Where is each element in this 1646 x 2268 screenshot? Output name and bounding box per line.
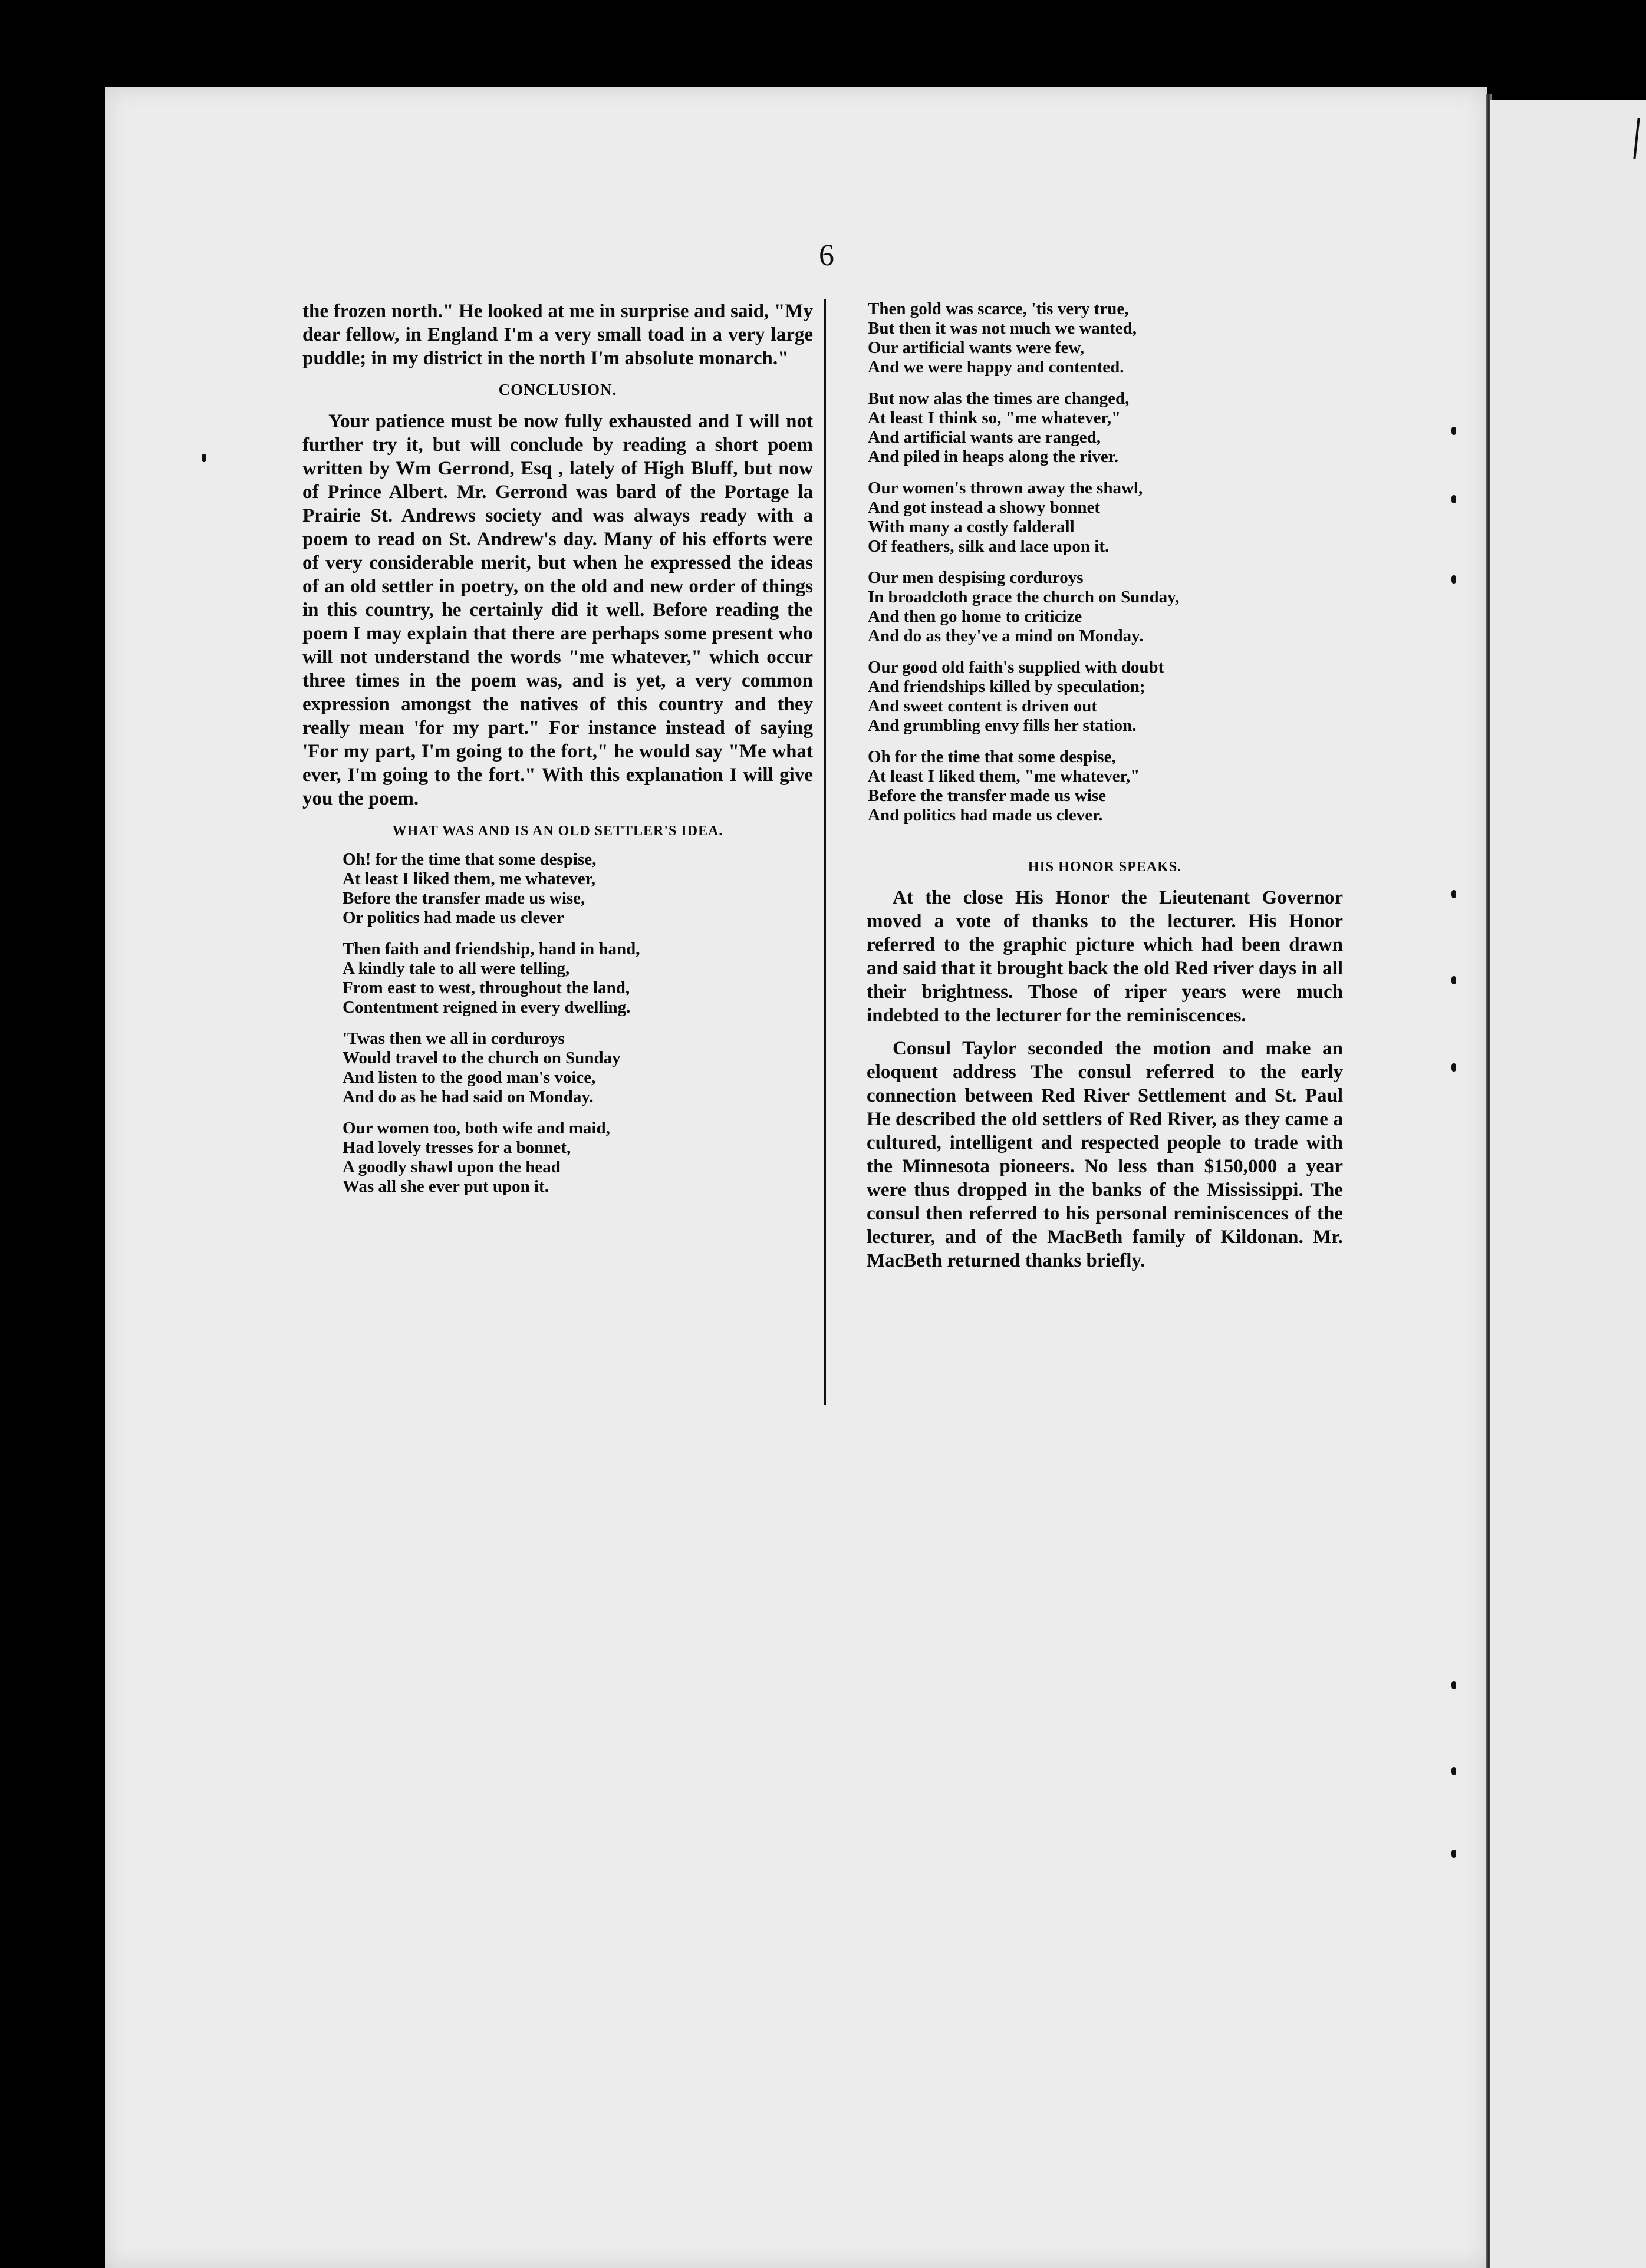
poem-line: And do as he had said on Monday. [343, 1087, 594, 1106]
poem-line: And artificial wants are ranged, [868, 428, 1101, 447]
poem-line: Oh for the time that some despise, [868, 747, 1116, 766]
poem-stanza [867, 568, 1343, 646]
poem-line: From east to west, throughout the land, [343, 978, 630, 997]
poem-line: Our women's thrown away the shawl, [868, 479, 1143, 497]
honor-heading: HIS HONOR SPEAKS. [1028, 859, 1182, 875]
page-number: 6 [819, 239, 834, 272]
poem-line: Then faith and friendship, hand in hand, [343, 939, 640, 958]
intro-paragraph: the frozen north." He looked at me in surprise and said, "My dear fellow, in England I'm a very small toad in a very large puddle; in my district in the north I'm absolute monarch." [302, 301, 813, 369]
poem-line: Then gold was scarce, 'tis very true, [868, 299, 1129, 318]
scan-speck [1451, 427, 1456, 435]
poem-line: With many a costly falderall [868, 517, 1075, 536]
poem-line: Would travel to the church on Sunday [343, 1049, 621, 1067]
poem-line: Or politics had made us clever [343, 908, 564, 927]
poem-line: In broadcloth grace the church on Sunday, [868, 588, 1180, 606]
scan-speck [1451, 575, 1456, 584]
honor-paragraph-2: Consul Taylor seconded the motion and make an eloquent address The consul referred to the early connection between Red River Settlement and St. Paul He described the old settlers of Red River, as they came a cultured, intelligent and respected people to trade with the Minnesota pioneers. No less than $150,000 a year were thus dropped in the banks of the Mississippi. The consul then referred to his personal reminiscences of the lecturer, and of the MacBeth family of Kildonan. Mr. MacBeth returned thanks briefly. [867, 1038, 1343, 1271]
scan-speck [1451, 495, 1456, 503]
scan-speck [1451, 1767, 1456, 1775]
poem-stanza [867, 389, 1343, 467]
right-column [867, 299, 1343, 1273]
poem-line: Had lovely tresses for a bonnet, [343, 1138, 571, 1157]
poem-line: But now alas the times are changed, [868, 389, 1130, 408]
poem-line: Oh! for the time that some despise, [343, 850, 597, 869]
poem-line: And then go home to criticize [868, 607, 1082, 626]
scan-speck [1451, 1063, 1456, 1072]
spacer [867, 837, 1343, 846]
poem-line: And listen to the good man's voice, [343, 1068, 596, 1087]
poem-line: And got instead a showy bonnet [868, 498, 1101, 517]
left-column [302, 299, 813, 1208]
spacer [867, 1027, 1343, 1037]
scan-speck [1451, 890, 1456, 898]
poem-line: Our women too, both wife and maid, [343, 1119, 610, 1138]
scan-speck [1451, 1850, 1456, 1858]
poem-line: Before the transfer made us wise [868, 786, 1107, 805]
poem-line: Before the transfer made us wise, [343, 889, 585, 908]
scan-speck [1451, 976, 1456, 984]
poem-line: 'Twas then we all in corduroys [343, 1029, 565, 1048]
poem-line: And piled in heaps along the river. [868, 447, 1119, 466]
poem-line: And we were happy and contented. [868, 358, 1124, 377]
conclusion-heading: CONCLUSION. [498, 381, 617, 398]
poem-line: And grumbling envy fills her station. [868, 716, 1137, 735]
poem-line: Our men despising corduroys [868, 568, 1084, 587]
poem-line: A goodly shawl upon the head [343, 1158, 561, 1176]
poem-line: Our artificial wants were few, [868, 338, 1084, 357]
poem-line: And sweet content is driven out [868, 697, 1098, 716]
column-divider [824, 299, 826, 1405]
edge-mark [1633, 118, 1640, 159]
poem-line: But then it was not much we wanted, [868, 319, 1137, 338]
poem-line: And do as they've a mind on Monday. [868, 627, 1144, 645]
poem-line: Our good old faith's supplied with doubt [868, 658, 1164, 677]
poem-line: Of feathers, silk and lace upon it. [868, 537, 1110, 556]
poem-stanza [867, 299, 1343, 377]
scan-speck [1451, 1681, 1456, 1689]
adjacent-page-strip [1490, 100, 1646, 2268]
poem-line: At least I liked them, "me whatever," [868, 767, 1140, 786]
poem-stanza [302, 1029, 813, 1107]
poem-line: At least I liked them, me whatever, [343, 869, 596, 888]
poem-line: A kindly tale to all were telling, [343, 959, 570, 978]
poem-title: WHAT WAS AND IS AN OLD SETTLER'S IDEA. [392, 823, 723, 839]
poem-stanza [867, 479, 1343, 556]
poem-stanza [867, 658, 1343, 736]
poem-line: And politics had made us clever. [868, 806, 1103, 825]
poem-line: At least I think so, "me whatever," [868, 408, 1121, 427]
scan-speck [202, 454, 206, 462]
poem-line: And friendships killed by speculation; [868, 677, 1145, 696]
poem-line: Contentment reigned in every dwelling. [343, 998, 631, 1017]
poem-stanza [302, 1119, 813, 1196]
poem-stanza [867, 747, 1343, 825]
poem-stanza [302, 850, 813, 928]
honor-paragraph-1: At the close His Honor the Lieutenant Governor moved a vote of thanks to the lecturer. His Honor referred to the graphic picture which had been drawn and said that it brought back the old Red river days in all their brightness. Those of riper years were much indebted to the lecturer for the reminiscences. [867, 887, 1343, 1026]
poem-stanza [302, 939, 813, 1017]
poem-line: Was all she ever put upon it. [343, 1177, 549, 1196]
conclusion-paragraph: Your patience must be now fully exhausted and I will not further try it, but will conclude by reading a short poem written by Wm Gerrond, Esq , lately of High Bluff, but now of Prince Albert. Mr. Gerrond was bard of the Portage la Prairie St. Andrews society and was always ready with a poem to read on St. Andrew's day. Many of his efforts were of very considerable merit, but when he expressed the ideas of an old settler in poetry, on the old and new order of things in this country, he certainly did it well. Before reading the poem I may explain that there are perhaps some present who will not understand the words "me whatever," which occur three times in the poem was, and is yet, a very common expression amongst the natives of this country and they really mean 'for my part." For instance instead of saying 'For my part, I'm going to the fort," he would say "Me what ever, I'm going to the fort." With this explanation I will give you the poem. [302, 411, 813, 809]
